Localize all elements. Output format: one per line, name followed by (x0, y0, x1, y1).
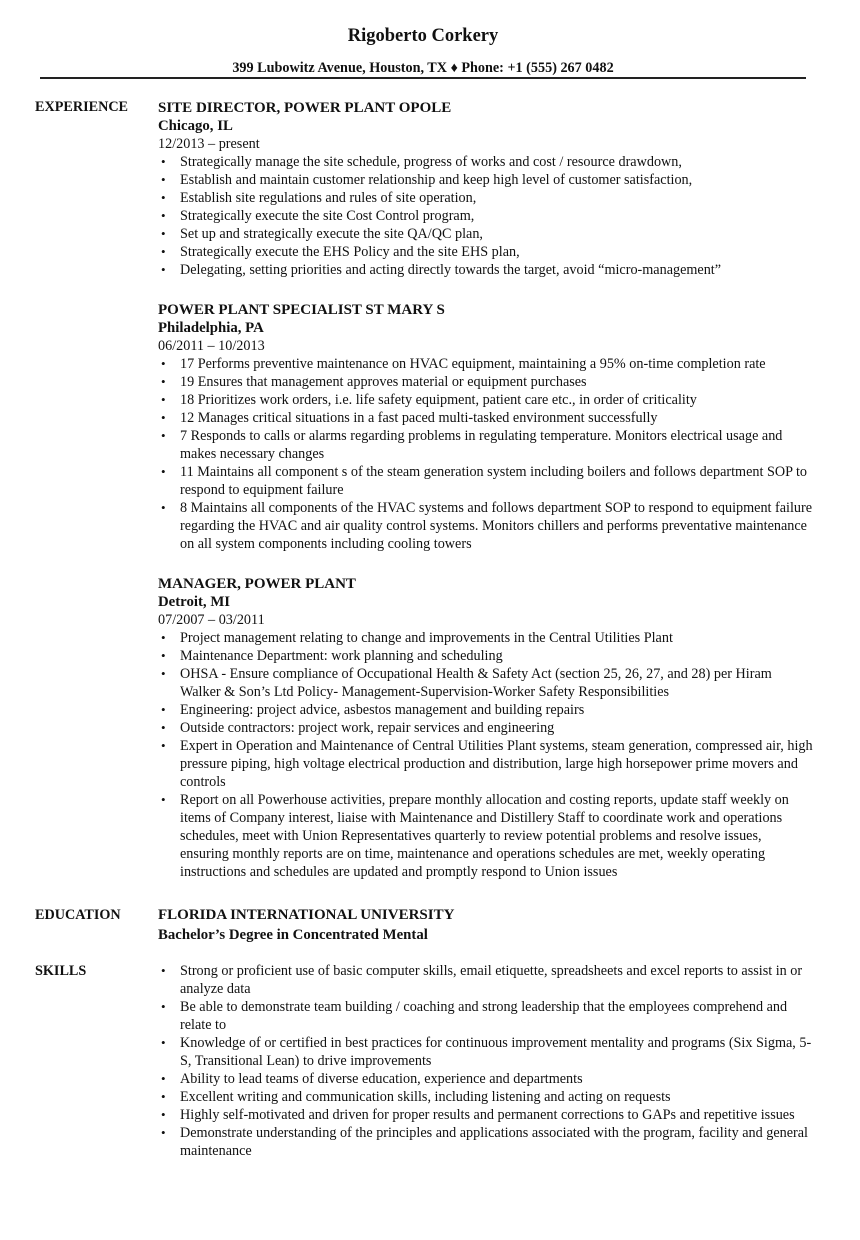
job-duties-list (158, 355, 813, 553)
bullet-icon: • (161, 410, 166, 425)
list-item (158, 1124, 813, 1160)
list-item-text: Be able to demonstrate team building / coaching and strong leadership that the employees comprehend and relate to (180, 999, 788, 1033)
bullet-icon: • (161, 244, 166, 259)
list-item (158, 791, 813, 881)
list-item-text: Maintenance Department: work planning and scheduling (180, 648, 503, 664)
list-item (158, 1034, 813, 1070)
list-item-text: Engineering: project advice, asbestos management and building repairs (180, 702, 585, 718)
list-item (158, 499, 813, 553)
bullet-icon: • (161, 190, 166, 205)
degree-name: Bachelor’s Degree in Concentrated Mental (158, 927, 428, 943)
bullet-icon: • (161, 208, 166, 223)
bullet-icon: • (161, 963, 166, 978)
bullet-icon: • (161, 720, 166, 735)
bullet-icon: • (161, 630, 166, 645)
list-item-text: Establish and maintain customer relationship and keep high level of customer satisfaction, (180, 172, 693, 188)
list-item (158, 355, 813, 373)
list-item (158, 391, 813, 409)
list-item (158, 207, 813, 225)
job-title: MANAGER, POWER PLANT (158, 576, 356, 592)
list-item (158, 719, 813, 737)
bullet-icon: • (161, 1125, 166, 1140)
list-item (158, 427, 813, 463)
bullet-icon: • (161, 666, 166, 681)
list-item (158, 998, 813, 1034)
bullet-icon: • (161, 262, 166, 277)
list-item-text: 12 Manages critical situations in a fast paced multi-tasked environment successfully (180, 410, 658, 426)
list-item (158, 701, 813, 719)
list-item (158, 1088, 813, 1106)
list-item-text: Demonstrate understanding of the principles and applications associated with the program, facility and general maintenance (180, 1125, 808, 1159)
skills-heading: SKILLS (35, 963, 87, 979)
bullet-icon: • (161, 172, 166, 187)
list-item-text: Set up and strategically execute the site QA/QC plan, (180, 226, 483, 242)
job-entry-3 (158, 575, 813, 881)
bullet-icon: • (161, 1089, 166, 1104)
list-item (158, 243, 813, 261)
list-item (158, 629, 813, 647)
skills-entry (158, 962, 813, 1160)
list-item-text: Ability to lead teams of diverse education, experience and departments (180, 1071, 583, 1087)
list-item (158, 1070, 813, 1088)
list-item-text: Expert in Operation and Maintenance of Central Utilities Plant systems, steam generation, compressed air, high pressure piping, high voltage electrical production and distribution, large high horsepower prime movers and controls (180, 738, 813, 790)
bullet-icon: • (161, 648, 166, 663)
list-item (158, 647, 813, 665)
list-item-text: Strong or proficient use of basic computer skills, email etiquette, spreadsheets and excel reports to assist in or analyze data (180, 963, 803, 997)
bullet-icon: • (161, 1035, 166, 1050)
job-duties-list (158, 153, 813, 279)
experience-heading: EXPERIENCE (35, 99, 129, 115)
list-item (158, 463, 813, 499)
job-dates: 06/2011 – 10/2013 (158, 338, 265, 354)
list-item-text: Strategically execute the EHS Policy and the site EHS plan, (180, 244, 520, 260)
bullet-icon: • (161, 464, 166, 479)
list-item-text: 11 Maintains all component s of the steam generation system including boilers and follows department SOP to respond to equipment failure (180, 464, 808, 498)
list-item-text: Delegating, setting priorities and acting directly towards the target, avoid “micro-management” (180, 262, 722, 278)
list-item-text: 19 Ensures that management approves material or equipment purchases (180, 374, 587, 390)
list-item (158, 409, 813, 427)
list-item (158, 189, 813, 207)
list-item (158, 171, 813, 189)
header-divider (40, 77, 806, 79)
job-title: POWER PLANT SPECIALIST ST MARY S (158, 302, 445, 318)
bullet-icon: • (161, 392, 166, 407)
education-entry (158, 906, 813, 944)
list-item-text: Knowledge of or certified in best practices for continuous improvement mentality and programs (Six Sigma, 5-S, Transitional Lean) to drive improvements (180, 1035, 812, 1069)
list-item-text: 7 Responds to calls or alarms regarding problems in regulating temperature. Monitors electrical usage and makes necessary changes (180, 428, 783, 462)
job-duties-list (158, 629, 813, 881)
job-dates: 07/2007 – 03/2011 (158, 612, 265, 628)
list-item (158, 261, 813, 279)
list-item (158, 962, 813, 998)
job-entry-1 (158, 99, 813, 279)
list-item-text: Establish site regulations and rules of site operation, (180, 190, 477, 206)
bullet-icon: • (161, 702, 166, 717)
job-location: Chicago, IL (158, 118, 233, 134)
job-location: Detroit, MI (158, 594, 231, 610)
bullet-icon: • (161, 226, 166, 241)
list-item-text: Project management relating to change and improvements in the Central Utilities Plant (180, 630, 673, 646)
bullet-icon: • (161, 356, 166, 371)
list-item-text: Highly self-motivated and driven for proper results and permanent corrections to GAPs and repetitive issues (180, 1107, 795, 1123)
school-name: FLORIDA INTERNATIONAL UNIVERSITY (158, 907, 455, 923)
bullet-icon: • (161, 1107, 166, 1122)
list-item (158, 153, 813, 171)
list-item (158, 665, 813, 701)
list-item (158, 373, 813, 391)
bullet-icon: • (161, 154, 166, 169)
bullet-icon: • (161, 792, 166, 807)
bullet-icon: • (161, 1071, 166, 1086)
job-entry-2 (158, 301, 813, 553)
bullet-icon: • (161, 500, 166, 515)
list-item-text: Report on all Powerhouse activities, prepare monthly allocation and costing reports, update staff weekly on items of Company interest, liaise with Maintenance and Distillery Staff to coordinate work and operations schedules, meet with Union Representatives quarterly to review potential problems and resolve issues, ensuring monthly reports are on time, maintenance and operations schedules are met, weekly operating instructions and schedules are updated and promptly respond to Union issues (180, 792, 789, 880)
skills-list (158, 962, 813, 1160)
list-item (158, 737, 813, 791)
list-item-text: Strategically execute the site Cost Control program, (180, 208, 475, 224)
bullet-icon: • (161, 374, 166, 389)
list-item-text: OHSA - Ensure compliance of Occupational Health & Safety Act (section 25, 26, 27, and 28) per Hiram Walker & Son’s Ltd Policy- Management-Supervision-Worker Safety Responsibilities (180, 666, 772, 700)
education-heading: EDUCATION (35, 907, 121, 923)
list-item-text: Excellent writing and communication skills, including listening and acting on requests (180, 1089, 671, 1105)
job-location: Philadelphia, PA (158, 320, 264, 336)
list-item-text: 18 Prioritizes work orders, i.e. life safety equipment, patient care etc., in order of criticality (180, 392, 697, 408)
list-item-text: 8 Maintains all components of the HVAC systems and follows department SOP to respond to equipment failure regarding the HVAC and air quality control systems. Monitors chillers and performs preventative maintenance on all system components including cooling towers (180, 500, 813, 552)
job-dates: 12/2013 – present (158, 136, 260, 152)
contact-line: 399 Lubowitz Avenue, Houston, TX ♦ Phone: +1 (555) 267 0482 (232, 60, 614, 76)
candidate-name: Rigoberto Corkery (347, 26, 499, 46)
list-item-text: Outside contractors: project work, repair services and engineering (180, 720, 555, 736)
bullet-icon: • (161, 738, 166, 753)
bullet-icon: • (161, 428, 166, 443)
list-item-text: Strategically manage the site schedule, progress of works and cost / resource drawdown, (180, 154, 682, 170)
bullet-icon: • (161, 999, 166, 1014)
list-item (158, 1106, 813, 1124)
job-title: SITE DIRECTOR, POWER PLANT OPOLE (158, 100, 452, 116)
list-item-text: 17 Performs preventive maintenance on HVAC equipment, maintaining a 95% on-time completion rate (180, 356, 766, 372)
list-item (158, 225, 813, 243)
